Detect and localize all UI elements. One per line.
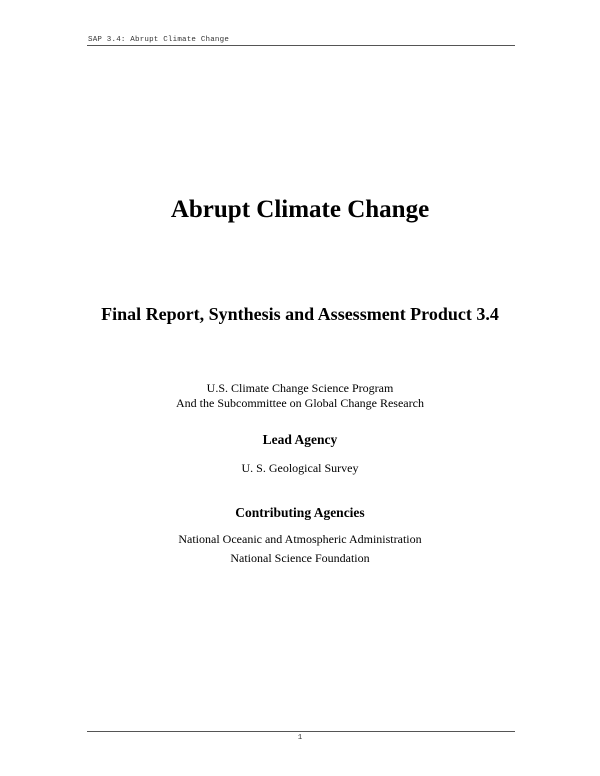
- program-line: U.S. Climate Change Science Program: [206, 381, 394, 395]
- footer-rule: [87, 731, 515, 732]
- lead-agency-name: U. S. Geological Survey: [241, 461, 359, 475]
- running-header: SAP 3.4: Abrupt Climate Change: [88, 36, 230, 44]
- program-line: And the Subcommittee on Global Change Research: [176, 396, 424, 410]
- contributing-agency-name: National Oceanic and Atmospheric Administration: [178, 532, 422, 546]
- document-subtitle: Final Report, Synthesis and Assessment Product 3.4: [101, 304, 499, 324]
- header-rule: [87, 45, 515, 46]
- contributing-agencies-heading: Contributing Agencies: [235, 505, 365, 520]
- document-title: Abrupt Climate Change: [170, 196, 430, 223]
- page-number: 1: [297, 734, 303, 742]
- contributing-agency-name: National Science Foundation: [230, 551, 370, 565]
- lead-agency-heading: Lead Agency: [262, 432, 338, 447]
